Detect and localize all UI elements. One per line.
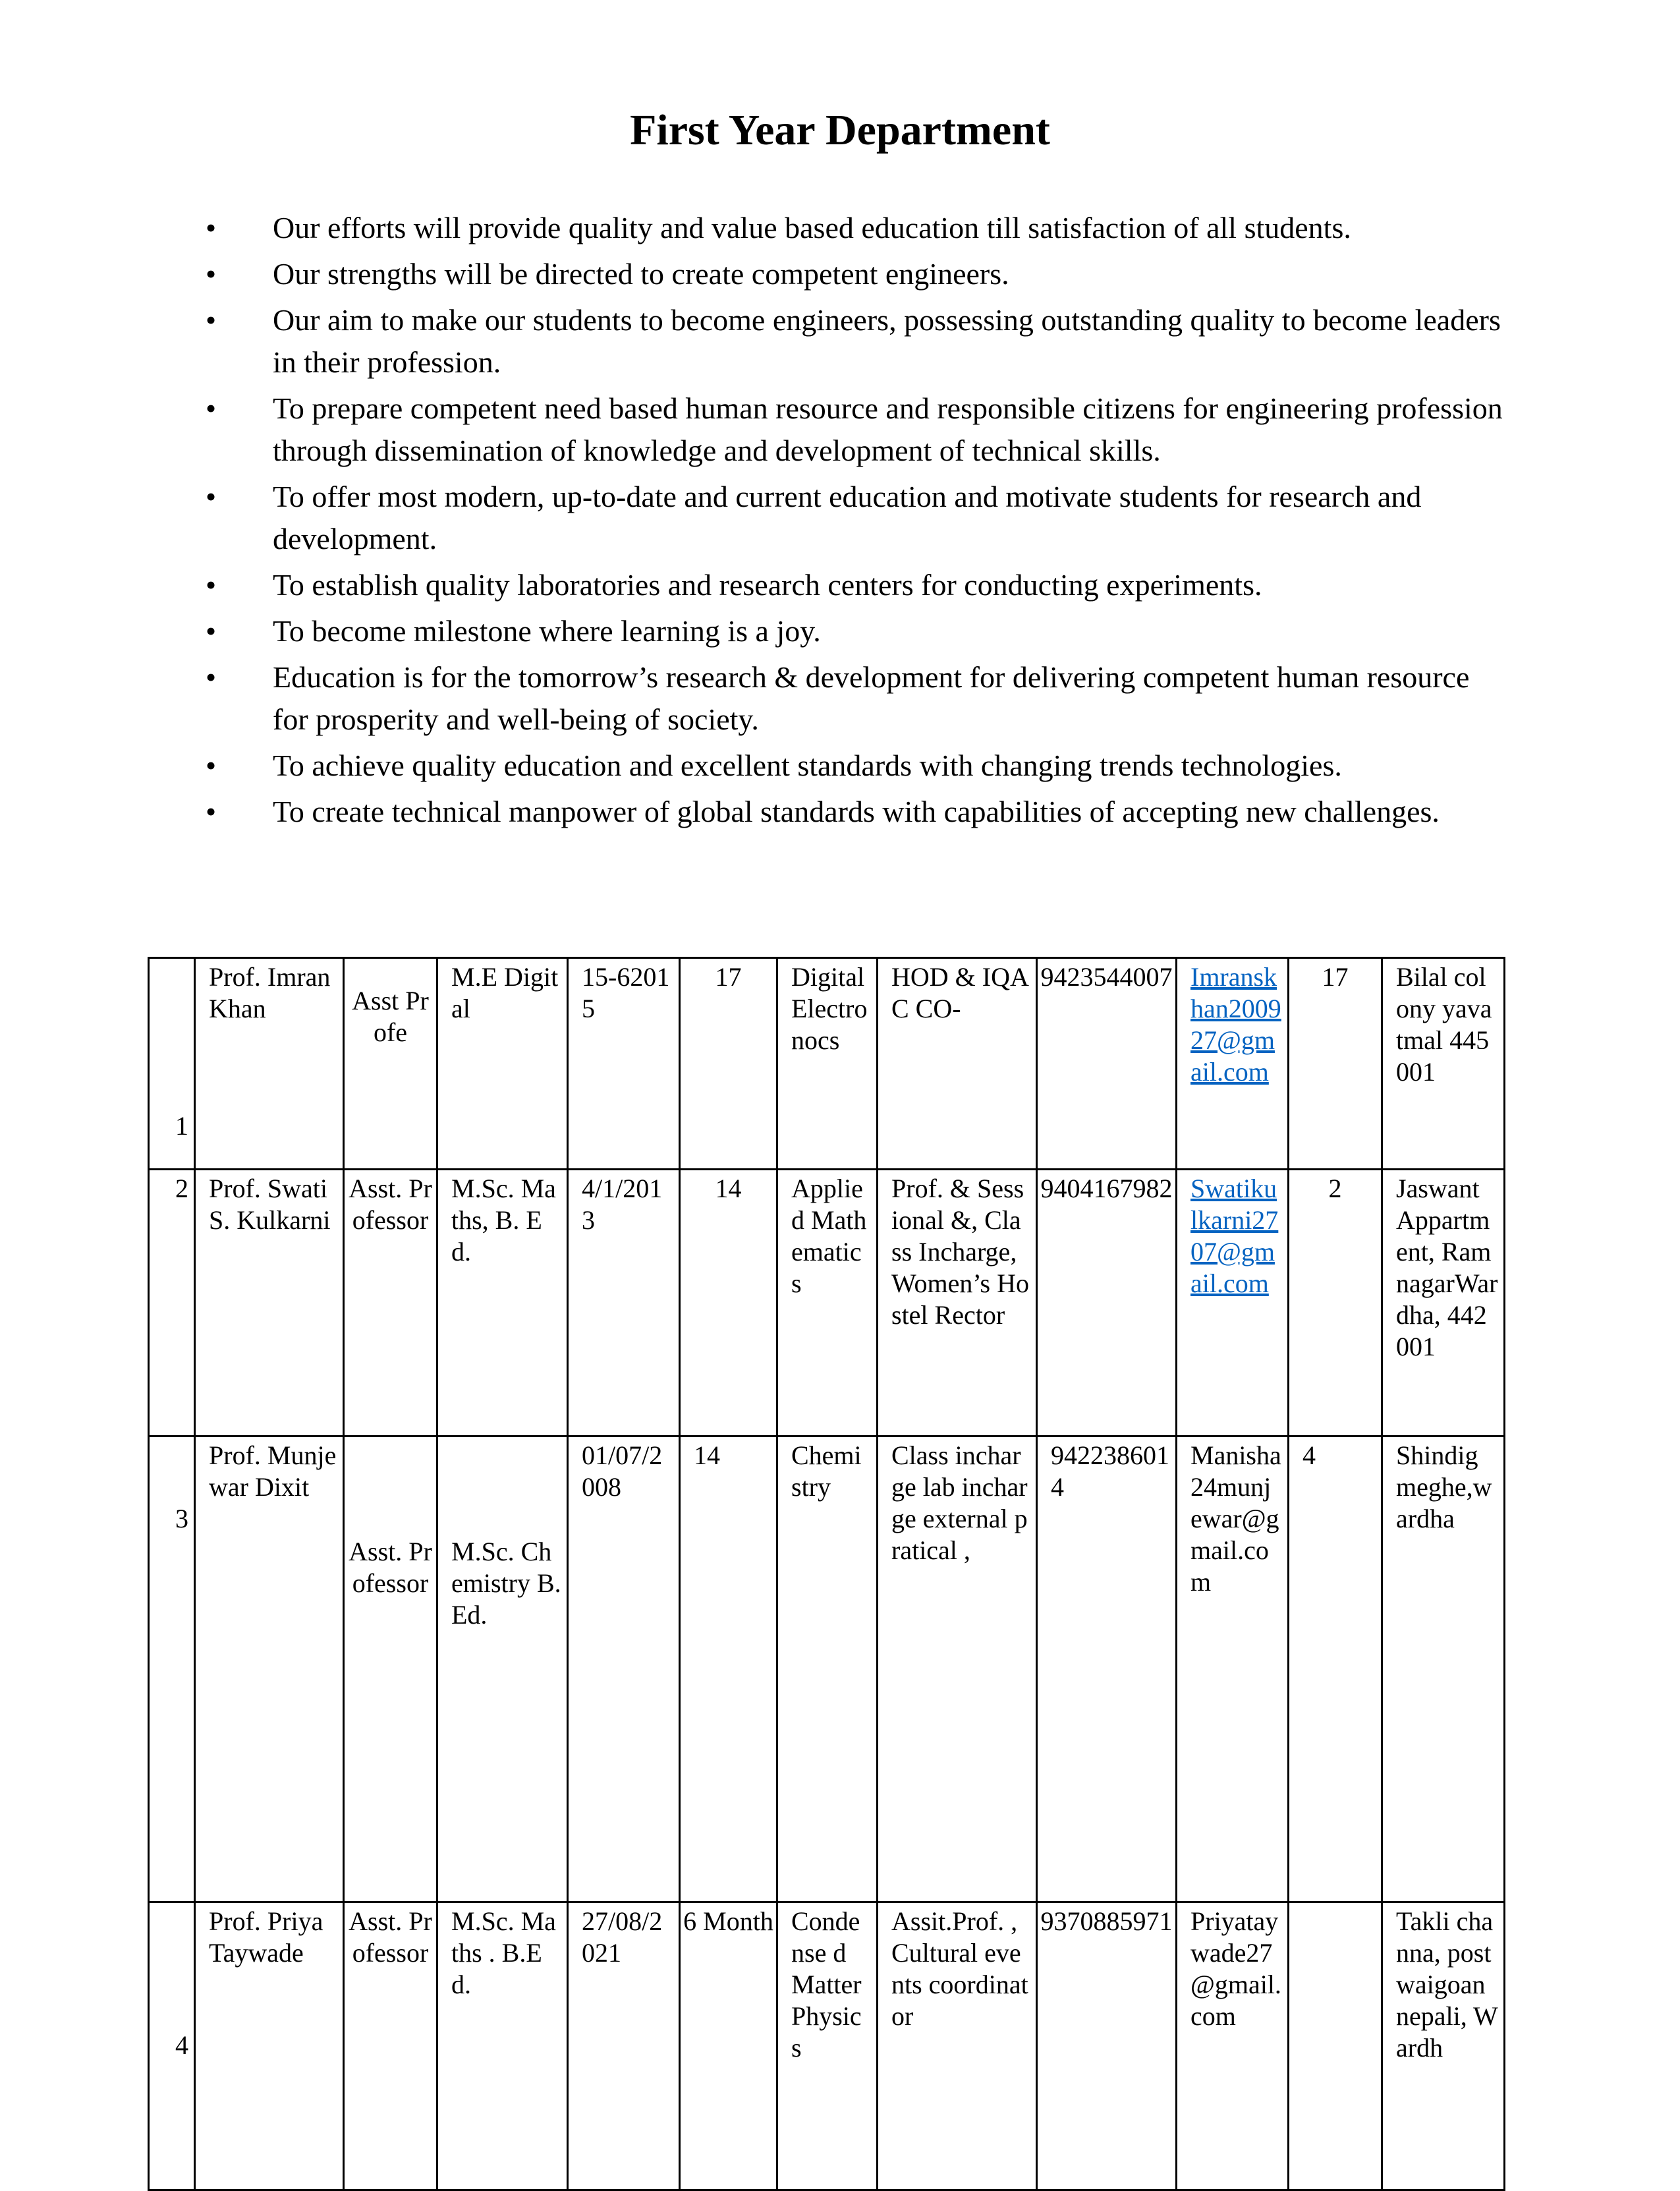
subject-cell: Condense d Matter Physics [777,1902,878,2190]
mobile-cell: 9404167982 [1037,1170,1177,1437]
list-item-text: Our aim to make our students to become engineers, possessing outstanding quality to become leaders in their profession. [273,303,1501,379]
list-item [204,253,1509,295]
list-item-text: Our efforts will provide quality and value based education till satisfaction of all students. [273,211,1351,244]
bullet-icon: • [205,660,217,694]
experience-cell: 17 [680,958,777,1170]
bullet-icon: • [205,303,217,337]
table-row [149,1170,1505,1437]
table-row [149,1902,1505,2190]
sr-no-cell: 2 [149,1170,195,1437]
publications-cell: 4 [1289,1437,1382,1902]
list-item [204,791,1509,833]
bullet-icon: • [205,211,217,244]
list-item [204,745,1509,787]
responsibility-cell: Assit.Prof. , Cultural events coordinator [878,1902,1037,2190]
list-item-text: To establish quality laboratories and research centers for conducting experiments. [273,568,1262,602]
table-row [149,1437,1505,1902]
sr-no-cell: 3 [149,1437,195,1902]
list-item-text: Our strengths will be directed to create competent engineers. [273,257,1009,291]
mobile-cell: 9370885971 [1037,1902,1177,2190]
table-row [149,958,1505,1170]
email-link[interactable]: Imranskhan200927@gmail.com [1190,962,1281,1087]
qualification-cell: M.Sc. Chemistry B. Ed. [437,1437,568,1902]
joining-date-cell: 4/1/2013 [568,1170,680,1437]
subject-cell: Applied Mathematics [777,1170,878,1437]
bullet-icon: • [205,257,217,291]
list-item [204,299,1509,384]
name-cell: Prof. Priya Taywade [195,1902,344,2190]
subject-cell: Digital Electronocs [777,958,878,1170]
sr-no-cell: 1 [149,958,195,1170]
mobile-cell: 9422386014 [1037,1437,1177,1902]
name-cell: Prof. Imran Khan [195,958,344,1170]
list-item [204,207,1509,249]
joining-date-cell: 01/07/2008 [568,1437,680,1902]
designation-cell: Asst. Professor [344,1437,437,1902]
address-cell: Bilal colony yavatmal 445001 [1382,958,1505,1170]
staff-table [148,957,1505,2191]
address-cell: Takli channa, post waigoan nepali, Wardh [1382,1902,1505,2190]
name-cell: Prof. Munjewar Dixit [195,1437,344,1902]
bullet-icon: • [205,795,217,828]
designation-cell: Asst. Professor [344,1902,437,2190]
email-cell: Priyataywade27 @gmail.com [1177,1902,1289,2190]
list-item [204,476,1509,560]
experience-cell: 14 [680,1170,777,1437]
vision-mission-list [204,207,1509,837]
list-item [204,656,1509,741]
mobile-cell: 9423544007 [1037,958,1177,1170]
bullet-icon: • [205,568,217,602]
email-link[interactable]: Swatikulkarni2707@gmail.com [1190,1174,1279,1298]
email-cell: Manisha24munjewar@gmail.com [1177,1437,1289,1902]
qualification-cell: M.Sc. Maths, B. Ed. [437,1170,568,1437]
list-item-text: Education is for the tomorrow’s research & development for delivering competent human resource for prosperity and well-being of society. [273,660,1470,736]
experience-cell: 6 Month [680,1902,777,2190]
publications-cell: 2 [1289,1170,1382,1437]
experience-cell: 14 [680,1437,777,1902]
responsibility-cell: HOD & IQAC CO- [878,958,1037,1170]
joining-date-cell: 15-62015 [568,958,680,1170]
email-cell [1177,1170,1289,1437]
sr-no-cell: 4 [149,1902,195,2190]
list-item-text: To achieve quality education and excellent standards with changing trends technologies. [273,749,1342,782]
qualification-cell: M.Sc. Maths . B.Ed. [437,1902,568,2190]
bullet-icon: • [205,614,217,648]
address-cell: Shindigmeghe,wardha [1382,1437,1505,1902]
publications-cell: 17 [1289,958,1382,1170]
list-item-text: To become milestone where learning is a joy. [273,614,821,648]
bullet-icon: • [205,480,217,513]
list-item [204,564,1509,606]
responsibility-cell: Class incharge lab incharge external pratical , [878,1437,1037,1902]
list-item-text: To prepare competent need based human resource and responsible citizens for engineering profession through dissemination of knowledge and development of technical skills. [273,391,1503,467]
joining-date-cell: 27/08/2021 [568,1902,680,2190]
name-cell: Prof. Swati S. Kulkarni [195,1170,344,1437]
list-item [204,387,1509,472]
email-cell [1177,958,1289,1170]
address-cell: JaswantAppartment, RamnagarWardha, 442001 [1382,1170,1505,1437]
qualification-cell: M.E Digital [437,958,568,1170]
page-title: First Year Department [630,106,1050,154]
designation-cell: Asst Profe [344,958,437,1170]
designation-cell: Asst. Professor [344,1170,437,1437]
subject-cell: Chemistry [777,1437,878,1902]
responsibility-cell: Prof. & Sessional &, Class Incharge, Women’s Hostel Rector [878,1170,1037,1437]
list-item-text: To offer most modern, up-to-date and current education and motivate students for research and development. [273,480,1422,555]
publications-cell [1289,1902,1382,2190]
list-item-text: To create technical manpower of global standards with capabilities of accepting new challenges. [273,795,1440,828]
bullet-icon: • [205,749,217,782]
bullet-icon: • [205,391,217,425]
list-item [204,610,1509,652]
